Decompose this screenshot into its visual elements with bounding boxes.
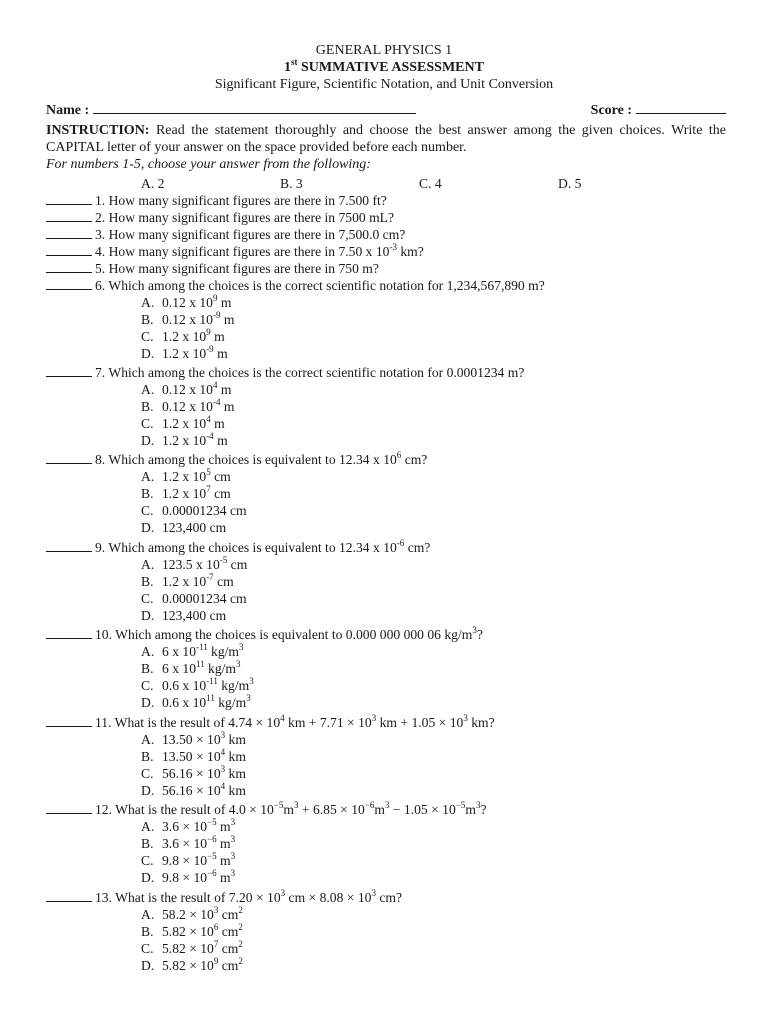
question-item xyxy=(46,227,405,243)
option-letter: D. xyxy=(141,783,155,798)
answer-option xyxy=(141,608,226,624)
exam-header xyxy=(0,42,768,93)
answer-option xyxy=(141,644,244,660)
answer-blank[interactable] xyxy=(46,540,92,552)
question-number: 8. xyxy=(95,452,109,467)
option-letter: D. xyxy=(141,433,155,448)
answer-blank[interactable] xyxy=(46,890,92,902)
option-value: 1.2 x $10^5$ cm xyxy=(162,467,231,484)
option-value: 1.2 x $10^7$ cm xyxy=(162,484,231,501)
answer-option xyxy=(141,503,247,519)
answer-blank[interactable] xyxy=(46,244,92,256)
question-number: 11. xyxy=(95,715,115,730)
answer-option xyxy=(141,520,226,536)
option-value: 6 x $10^{-11}$ $kg/m^3$ xyxy=(162,642,244,659)
question-item xyxy=(46,452,427,468)
instruction-label: INSTRUCTION: xyxy=(46,123,150,138)
option-letter: C. xyxy=(141,678,154,693)
answer-option xyxy=(141,346,228,362)
option-value: 1.2 x $10^{-9}$ m xyxy=(162,344,228,361)
question-number: 13. xyxy=(95,890,116,905)
answer-option xyxy=(141,766,246,782)
answer-option xyxy=(141,819,235,835)
option-letter: D. xyxy=(141,695,155,710)
group-prompt: For numbers 1-5, choose your answer from the following: xyxy=(46,157,371,172)
shared-choice: D. 5 xyxy=(558,176,582,191)
option-value: 0.12 x $10^9$ m xyxy=(162,293,232,310)
option-letter: C. xyxy=(141,853,154,868)
option-value: 0.00001234 cm xyxy=(162,503,247,518)
question-item xyxy=(46,244,424,260)
option-value: $9.8 \times 10^{-5}$ $m^3$ xyxy=(162,851,236,868)
answer-option xyxy=(141,295,231,311)
option-value: $3.6 \times 10^{-6}$ $m^3$ xyxy=(162,834,236,851)
question-text: How many significant figures are there in 7.50 x $10^{-3}$ km? xyxy=(108,242,424,259)
question-item xyxy=(46,278,545,294)
answer-option xyxy=(141,329,225,345)
question-text: How many significant figures are there in 750 m? xyxy=(108,261,379,276)
question-item xyxy=(46,890,402,906)
option-value: $13.50 \times 10^3$ km xyxy=(162,730,246,747)
option-letter: C. xyxy=(141,591,154,606)
option-letter: A. xyxy=(141,469,155,484)
question-text: How many significant figures are there in 7.500 ft? xyxy=(108,193,387,208)
option-letter: A. xyxy=(141,557,155,572)
question-item xyxy=(46,627,483,643)
instruction-block xyxy=(46,122,726,156)
answer-blank[interactable] xyxy=(46,627,92,639)
option-letter: D. xyxy=(141,608,155,623)
option-value: 1.2 x $10^{-7}$ cm xyxy=(162,572,234,589)
answer-option xyxy=(141,695,251,711)
option-value: $13.50 \times 10^4$ km xyxy=(162,747,246,764)
question-text: Which among the choices is the correct scientific notation for 0.0001234 m? xyxy=(108,365,525,380)
answer-blank[interactable] xyxy=(46,261,92,273)
question-text: Which among the choices is equivalent to 12.34 x $10^6$ cm? xyxy=(108,450,428,467)
option-value: $56.16 \times 10^3$ km xyxy=(162,764,246,781)
option-letter: B. xyxy=(141,661,154,676)
option-value: $5.82 \times 10^6$ $cm^2$ xyxy=(162,922,243,939)
question-number: 3. xyxy=(95,227,109,242)
option-letter: A. xyxy=(141,382,155,397)
option-value: 1.2 x $10^4$ m xyxy=(162,414,225,431)
question-item xyxy=(46,210,394,226)
instruction-text: Read the statement thoroughly and choose the best answer among the given choices. Write the CAPITAL letter of your answer on the space provided before each number. xyxy=(46,123,726,155)
answer-option xyxy=(141,870,235,886)
option-value: 0.6 x $10^{-11}$ $kg/m^3$ xyxy=(162,676,254,693)
option-value: 1.2 x $10^{-4}$ m xyxy=(162,431,228,448)
answer-option xyxy=(141,469,231,485)
answer-option xyxy=(141,591,247,607)
answer-option xyxy=(141,924,243,940)
answer-option xyxy=(141,907,243,923)
shared-choice: A. 2 xyxy=(141,176,165,191)
answer-option xyxy=(141,557,247,573)
answer-blank[interactable] xyxy=(46,278,92,290)
question-text: Which among the choices is equivalent to 12.34 x $10^{-6}$ cm? xyxy=(108,538,431,555)
option-letter: B. xyxy=(141,486,154,501)
option-letter: B. xyxy=(141,312,154,327)
question-number: 9. xyxy=(95,540,109,555)
assessment-ordinal: 1 xyxy=(284,60,292,75)
option-value: 0.6 x $10^{11}$ $kg/m^3$ xyxy=(162,693,251,710)
option-letter: D. xyxy=(141,958,155,973)
question-number: 5. xyxy=(95,261,109,276)
question-text: How many significant figures are there in 7,500.0 cm? xyxy=(108,227,406,242)
answer-option xyxy=(141,486,231,502)
course-title: GENERAL PHYSICS 1 xyxy=(315,43,453,58)
option-letter: C. xyxy=(141,416,154,431)
answer-option xyxy=(141,661,241,677)
answer-option xyxy=(141,678,254,694)
option-value: 123,400 cm xyxy=(162,608,227,623)
answer-blank[interactable] xyxy=(46,210,92,222)
answer-option xyxy=(141,433,228,449)
answer-option xyxy=(141,732,246,748)
question-text: What is the result of $4.74 \times 10^4$ km + $7.71 \times 10^3$ km + $1.05 \times 10^3$ km? xyxy=(114,713,495,730)
option-letter: B. xyxy=(141,574,154,589)
option-letter: C. xyxy=(141,503,154,518)
assessment-title-text: SUMMATIVE ASSESSMENT xyxy=(301,60,484,75)
option-value: 1.2 x $10^9$ m xyxy=(162,327,225,344)
question-text: Which among the choices is the correct scientific notation for 1,234,567,890 m? xyxy=(108,278,545,293)
question-number: 10. xyxy=(95,627,116,642)
option-value: $5.82 \times 10^7$ $cm^2$ xyxy=(162,939,243,956)
option-letter: C. xyxy=(141,941,154,956)
option-value: 0.12 x $10^{-4}$ m xyxy=(162,397,235,414)
option-value: 0.00001234 cm xyxy=(162,591,247,606)
option-letter: C. xyxy=(141,329,154,344)
question-number: 4. xyxy=(95,244,109,259)
option-letter: A. xyxy=(141,295,155,310)
option-value: 123.5 x $10^{-5}$ cm xyxy=(162,555,248,572)
question-item xyxy=(46,802,486,818)
answer-option xyxy=(141,941,243,957)
option-letter: A. xyxy=(141,644,155,659)
name-score-line xyxy=(46,101,726,118)
question-number: 7. xyxy=(95,365,109,380)
question-text: How many significant figures are there in 7500 mL? xyxy=(108,210,394,225)
answer-option xyxy=(141,312,234,328)
option-value: 6 x $10^{11}$ $kg/m^3$ xyxy=(162,659,241,676)
option-value: 123,400 cm xyxy=(162,520,227,535)
question-item xyxy=(46,261,379,277)
option-letter: B. xyxy=(141,399,154,414)
assessment-topic: Significant Figure, Scientific Notation, and Unit Conversion xyxy=(214,77,554,92)
question-text: What is the result of $4.0 \times 10^{-5}m^3 + 6.85 \times 10^{-6}m^3 - 1.05 \times 10^{-5}m^3$? xyxy=(115,800,487,817)
option-letter: D. xyxy=(141,520,155,535)
answer-blank[interactable] xyxy=(46,365,92,377)
option-value: $58.2 \times 10^3$ $cm^2$ xyxy=(162,905,243,922)
answer-option xyxy=(141,853,235,869)
shared-choice: B. 3 xyxy=(280,176,303,191)
answer-blank[interactable] xyxy=(46,452,92,464)
option-letter: C. xyxy=(141,766,154,781)
score-field xyxy=(591,101,726,120)
assessment-title xyxy=(0,59,768,76)
answer-option xyxy=(141,783,246,799)
option-letter: D. xyxy=(141,346,155,361)
question-number: 12. xyxy=(95,802,116,817)
option-letter: A. xyxy=(141,732,155,747)
option-value: $5.82 \times 10^9$ $cm^2$ xyxy=(162,956,243,973)
option-letter: B. xyxy=(141,749,154,764)
question-number: 6. xyxy=(95,278,109,293)
shared-choices-row xyxy=(0,176,768,193)
option-value: 0.12 x $10^{-9}$ m xyxy=(162,310,235,327)
option-value: 0.12 x $10^4$ m xyxy=(162,380,232,397)
question-number: 1. xyxy=(95,193,109,208)
option-letter: B. xyxy=(141,924,154,939)
answer-blank[interactable] xyxy=(46,802,92,814)
answer-option xyxy=(141,749,246,765)
question-text: Which among the choices is equivalent to 0.000 000 000 06 $kg/m^3$? xyxy=(115,625,483,642)
assessment-ordinal-suffix: st xyxy=(291,57,298,67)
answer-blank[interactable] xyxy=(46,227,92,239)
answer-option xyxy=(141,382,231,398)
option-value: $9.8 \times 10^{-6}$ $m^3$ xyxy=(162,868,236,885)
question-text: What is the result of $7.20 \times 10^3$ cm × $8.08 \times 10^3$ cm? xyxy=(115,888,403,905)
answer-option xyxy=(141,836,235,852)
question-item xyxy=(46,365,524,381)
answer-blank[interactable] xyxy=(46,193,92,205)
option-letter: A. xyxy=(141,819,155,834)
option-letter: D. xyxy=(141,870,155,885)
answer-option xyxy=(141,399,234,415)
score-blank-line[interactable] xyxy=(636,101,726,114)
answer-blank[interactable] xyxy=(46,715,92,727)
score-label: Score : xyxy=(590,103,632,118)
name-blank-line[interactable] xyxy=(93,101,416,114)
option-value: $3.6 \times 10^{-5}$ $m^3$ xyxy=(162,817,236,834)
shared-choice: C. 4 xyxy=(419,176,442,191)
option-letter: A. xyxy=(141,907,155,922)
question-item xyxy=(46,540,430,556)
question-number: 2. xyxy=(95,210,109,225)
name-label: Name : xyxy=(46,103,90,118)
answer-option xyxy=(141,574,234,590)
question-item xyxy=(46,715,495,731)
question-item xyxy=(46,193,387,209)
option-letter: B. xyxy=(141,836,154,851)
answer-option xyxy=(141,958,243,974)
option-value: $56.16 \times 10^4$ km xyxy=(162,781,246,798)
answer-option xyxy=(141,416,225,432)
